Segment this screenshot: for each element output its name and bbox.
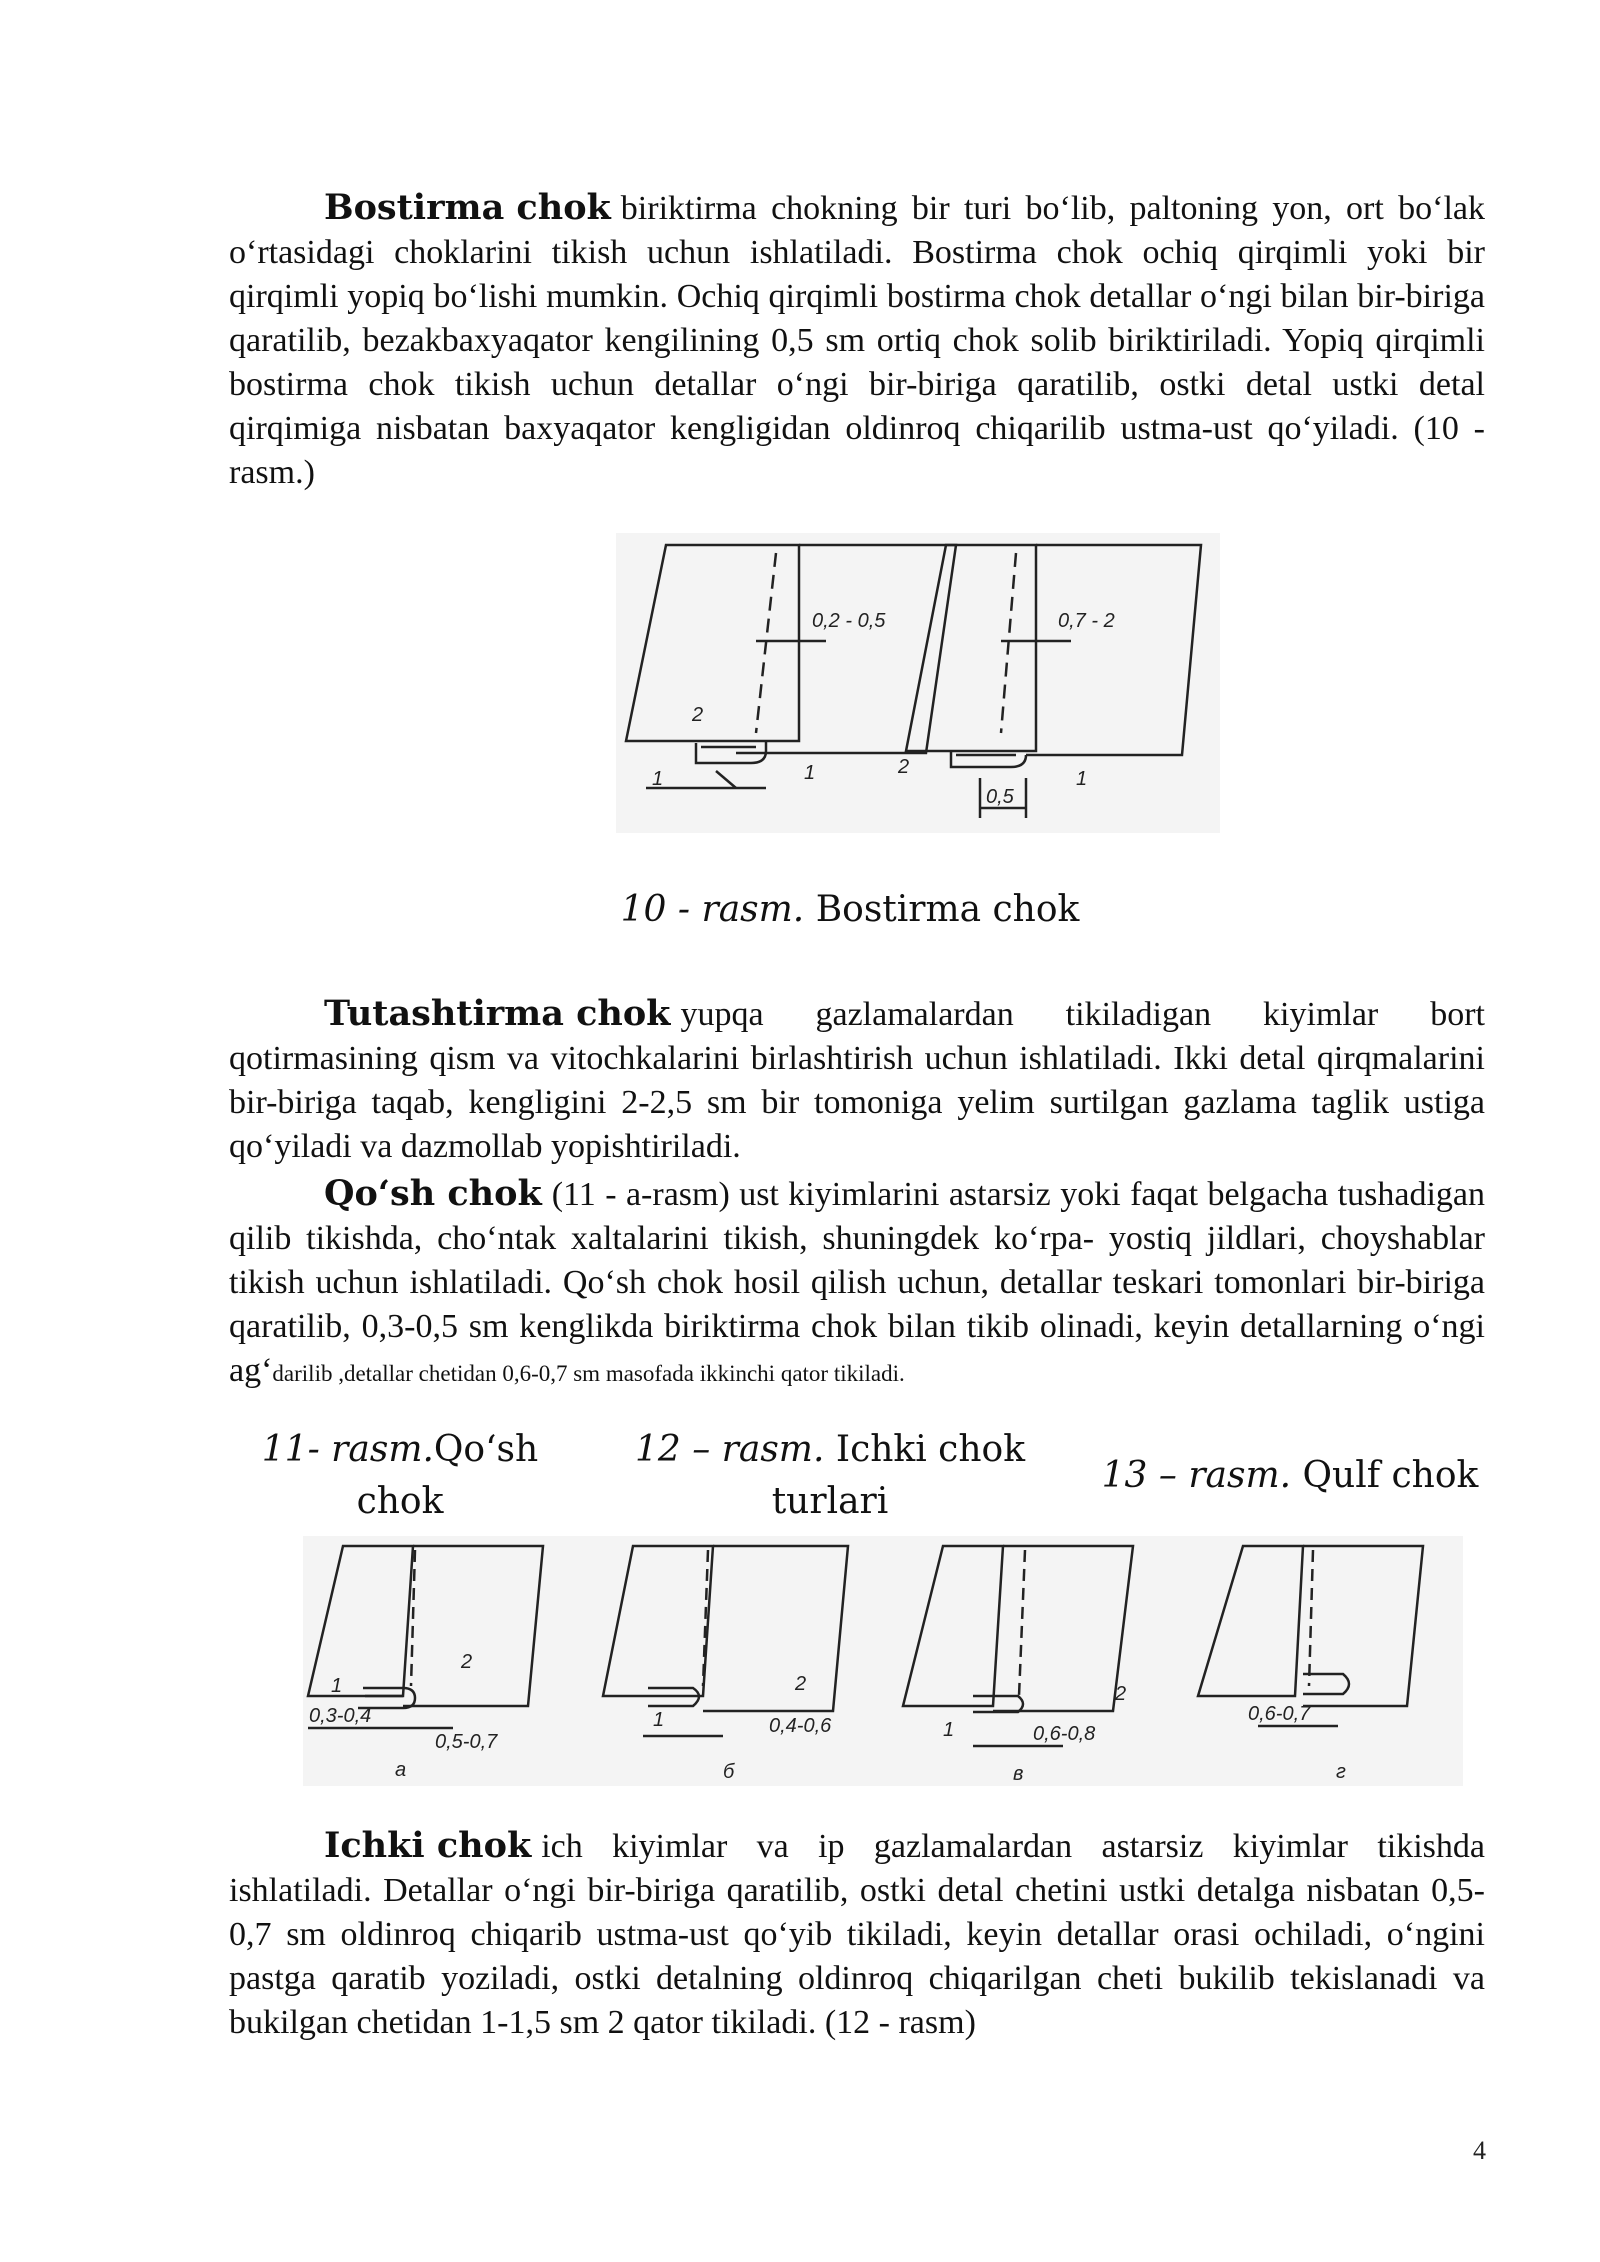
- variant-letter: в: [1013, 1763, 1024, 1785]
- caption-number: 11- rasm.: [261, 1429, 434, 1470]
- paragraph-text: yupqa gazlamalardan tikiladigan kiyimlar bort qotirmasining qism va vitochkalarini birlashtirish uchun ishlatiladi. Ikki detal qirqmalarini bir-biriga taqab, kengligini 2-2,5 sm bir tomoniga yelim surtilgan gazlama taglik ustiga qo‘yiladi va dazmollab yopishtiriladi.: [229, 996, 1485, 1165]
- part-label: 2: [898, 756, 910, 778]
- caption-text: Qo‘sh chok: [356, 1429, 539, 1522]
- part-label: 1: [652, 768, 664, 790]
- paragraph-tutashtirma-chok: [229, 992, 1485, 1169]
- part-label: 1: [331, 1675, 343, 1697]
- term-ichki-chok: Ichki chok: [324, 1825, 532, 1866]
- dim-label: 0,5-0,7: [435, 1731, 498, 1753]
- dim-label: 0,4-0,6: [769, 1715, 832, 1737]
- part-label: 1: [1076, 768, 1088, 790]
- caption-number: 12 – rasm.: [634, 1429, 825, 1470]
- part-label: 1: [943, 1719, 955, 1741]
- caption-text: Bostirma chok: [815, 889, 1080, 930]
- term-bostirma-chok: Bostirma chok: [324, 187, 611, 228]
- dim-label: 0,6-0,8: [1033, 1723, 1096, 1745]
- figure-13-caption: [1090, 1450, 1490, 1502]
- term-qosh-chok: Qo‘sh chok: [324, 1173, 542, 1214]
- figure-12-caption: [630, 1424, 1030, 1528]
- part-label: 2: [692, 704, 704, 726]
- part-label: 1: [653, 1709, 665, 1731]
- part-label: 2: [1115, 1683, 1127, 1705]
- dim-label: 0,3-0,4: [309, 1705, 372, 1727]
- caption-text: Ichki chok turlari: [771, 1429, 1026, 1522]
- paragraph-bostirma-chok: [229, 186, 1485, 495]
- caption-number: 13 – rasm.: [1101, 1455, 1292, 1496]
- part-label: 2: [461, 1651, 473, 1673]
- dim-label: 0,6-0,7: [1248, 1703, 1311, 1725]
- paragraph-text: (11 - a-rasm) ust kiyimlarini astarsiz yoki faqat belgacha tushadigan qilib tikishda, cho‘ntak xaltalarini tikish, shuningdek ko‘rpa- yostiq jildlari, choyshablar tikish uchun ishlatiladi. Qo‘sh chok hosil qilish uchun, detallar teskari tomonlari bir-biriga qaratilib, 0,3-0,5 sm kenglikda biriktirma chok bilan tikib olinadi, keyin detallarning o‘ngi ag‘: [229, 1176, 1485, 1389]
- dim-label: 0,7 - 2: [1058, 610, 1115, 632]
- caption-text: Qulf chok: [1302, 1455, 1479, 1496]
- paragraph-text: biriktirma chokning bir turi bo‘lib, paltoning yon, ort bo‘lak o‘rtasidagi choklarini tikish uchun ishlatiladi. Bostirma chok ochiq qirqimli yoki bir qirqimli yopiq bo‘lishi mumkin. Ochiq qirqimli bostirma chok detallar o‘ngi bilan bir-biriga qaratilib, bezakbaxyaqator kengilining 0,5 sm ortiq chok solib biriktiriladi. Yopiq qirqimli bostirma chok tikish uchun detallar o‘ngi bir-biriga qaratilib, ostki detal ustki detal qirqimiga nisbatan baxyaqator kengligidan oldinroq chiqarilib ustma-ust qo‘yiladi. (10 - rasm.): [229, 190, 1485, 491]
- variant-letter: а: [395, 1759, 407, 1781]
- paragraph-qosh-chok: [229, 1172, 1485, 1396]
- dim-label: 0,5: [986, 786, 1014, 808]
- page-number: 4: [1473, 2136, 1486, 2165]
- paragraph-small-text: darilib ,detallar chetidan 0,6-0,7 sm masofada ikkinchi qator tikiladi.: [272, 1361, 905, 1386]
- paragraph-ichki-chok: [229, 1824, 1485, 2045]
- paragraph-text: ich kiyimlar va ip gazlamalardan astarsiz kiyimlar tikishda ishlatiladi. Detallar o‘ngi bir-biriga qaratilib, ostki detal chetini ustki detalga nisbatan 0,5-0,7 sm oldinroq chiqarib ustma-ust qo‘yib tikiladi, keyin detallar orasi ochiladi, o‘ngini pastga qaratib yoziladi, ostki detalning oldinroq chiqarilgan cheti bukilib tekislanadi va bukilgan chetidan 1-1,5 sm 2 qator tikiladi. (12 - rasm): [229, 1828, 1485, 2041]
- variant-letter: б: [723, 1761, 735, 1783]
- figure-10-caption: [600, 884, 1100, 936]
- part-label: 1: [804, 762, 816, 784]
- figure-row-seam-types: [303, 1536, 1463, 1786]
- figure-10-bostirma-chok: [616, 533, 1220, 833]
- term-tutashtirma-chok: Tutashtirma chok: [324, 993, 671, 1034]
- dim-label: 0,2 - 0,5: [812, 610, 886, 632]
- figure-11-caption: [250, 1424, 550, 1528]
- caption-number: 10 - rasm.: [620, 889, 805, 930]
- part-label: 2: [795, 1673, 807, 1695]
- variant-letter: г: [1336, 1761, 1346, 1783]
